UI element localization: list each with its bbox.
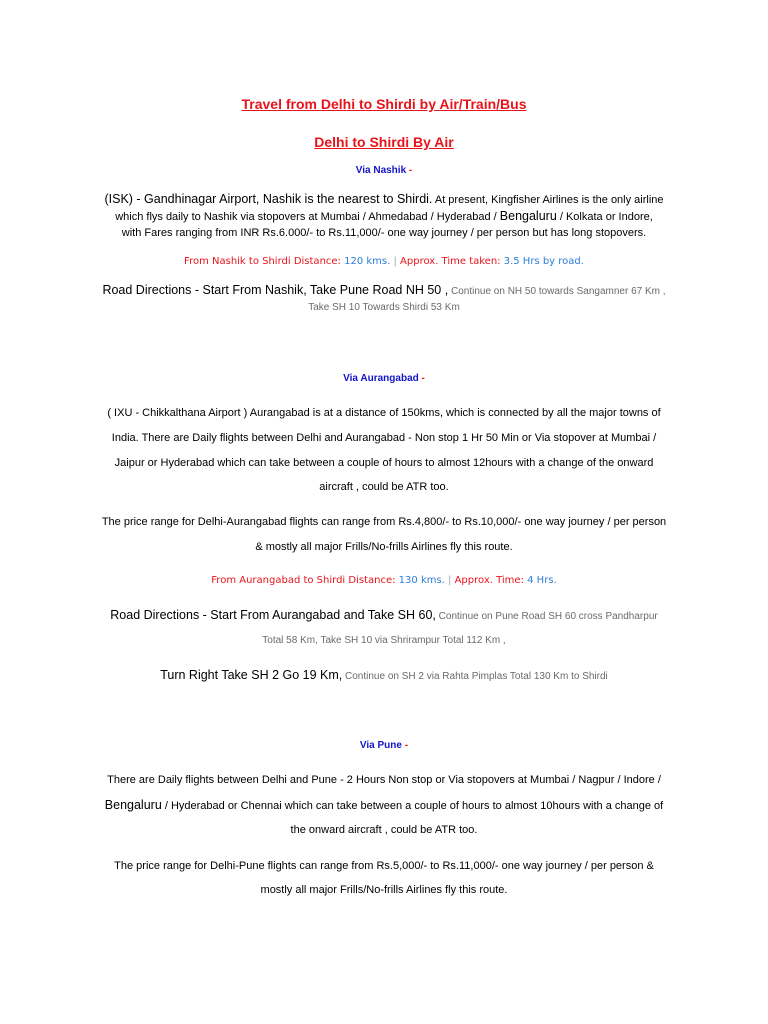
aurangabad-distance-separator: | xyxy=(444,575,455,586)
aurangabad-distance-value: 130 kms. xyxy=(398,575,445,586)
nashik-para-line-3: with Fares ranging from INR Rs.6.000/- to Rs.11,000/- one way journey / per person but has long stopovers. xyxy=(121,227,647,239)
heading-via-aurangabad-label: Via Aurangabad xyxy=(343,373,419,384)
pune-para-line-2 xyxy=(0,798,768,812)
nashik-distance-value: 120 kms. xyxy=(344,256,391,267)
aurangabad-price-line-2: & mostly all major Frills/No-frills Airlines fly this route. xyxy=(255,541,513,553)
heading-dash: - xyxy=(406,165,413,176)
nashik-time-value: 3.5 Hrs by road. xyxy=(503,256,584,267)
nashik-road-cont: Continue on NH 50 towards Sangamner 67 Km , xyxy=(448,286,666,297)
heading-dash: - xyxy=(418,373,425,384)
nashik-kolkata-text: / Kolkata or Indore, xyxy=(556,211,653,223)
aurangabad-distance-label: From Aurangabad to Shirdi Distance: xyxy=(211,575,399,586)
nashik-airport-text: (ISK) - Gandhinagar Airport, Nashik is the nearest to Shirdi. xyxy=(104,192,433,206)
heading-via-aurangabad xyxy=(0,373,768,384)
nashik-distance-line xyxy=(0,256,768,267)
aurangabad-para-line-4: aircraft , could be ATR too. xyxy=(319,481,449,493)
heading-via-pune-label: Via Pune xyxy=(359,740,402,751)
pune-para-line-3: the onward aircraft , could be ATR too. xyxy=(290,824,478,836)
heading-via-nashik-label: Via Nashik xyxy=(355,165,407,176)
aurangabad-road-line-2: Total 58 Km, Take SH 10 via Shrirampur Total 112 Km , xyxy=(262,635,506,646)
nashik-para-line-2 xyxy=(0,209,768,223)
aurangabad-para-line-3: Jaipur or Hyderabad which can take between a couple of hours to almost 12hours with a change of the onward xyxy=(114,457,654,469)
nashik-stopovers-text: which flys daily to Nashik via stopovers at Mumbai / Ahmedabad / Hyderabad / xyxy=(115,211,500,223)
nashik-para-line-1 xyxy=(0,192,768,206)
heading-via-pune xyxy=(0,740,768,751)
nashik-distance-separator: | xyxy=(390,256,401,267)
aurangabad-para-line-1: ( IXU - Chikkalthana Airport ) Aurangabad is at a distance of 150kms, which is connected by all the major towns of xyxy=(107,407,661,419)
aurangabad-price-line-1: The price range for Delhi-Aurangabad flights can range from Rs.4,800/- to Rs.10,000/- one way journey / per person xyxy=(101,516,667,528)
aurangabad-para-line-2: India. There are Daily flights between Delhi and Aurangabad - Non stop 1 Hr 50 Min or Via stopover at Mumbai / xyxy=(111,432,657,444)
nashik-distance-label: From Nashik to Shirdi Distance: xyxy=(184,256,345,267)
pune-price-line-1: The price range for Delhi-Pune flights can range from Rs.5,000/- to Rs.11,000/- one way journey / per person & xyxy=(114,860,654,872)
aurangabad-time-value: 4 Hrs. xyxy=(527,575,557,586)
aurangabad-turn-main: Turn Right Take SH 2 Go 19 Km, xyxy=(160,668,343,682)
pune-para-line-1: There are Daily flights between Delhi and Pune - 2 Hours Non stop or Via stopovers at Mumbai / Nagpur / Indore / xyxy=(107,774,661,786)
pune-price-line-2: mostly all major Frills/No-frills Airlines fly this route. xyxy=(260,884,508,896)
heading-dash: - xyxy=(401,740,409,751)
nashik-bengaluru-text: Bengaluru xyxy=(499,209,557,223)
aurangabad-road-main: Road Directions - Start From Aurangabad and Take SH 60, xyxy=(110,608,436,622)
aurangabad-road-cont: Continue on Pune Road SH 60 cross Pandharpur xyxy=(435,611,658,622)
aurangabad-turn-cont: Continue on SH 2 via Rahta Pimplas Total 130 Km to Shirdi xyxy=(342,671,608,682)
nashik-airline-text: At present, Kingfisher Airlines is the only airline xyxy=(432,194,664,206)
nashik-time-label: Approx. Time taken: xyxy=(400,256,504,267)
heading-via-nashik xyxy=(0,165,768,176)
aurangabad-road-line-1 xyxy=(0,608,768,622)
nashik-road-line-2: Take SH 10 Towards Shirdi 53 Km xyxy=(308,302,460,313)
pune-hyderabad-text: / Hyderabad or Chennai which can take between a couple of hours to almost 10hours with a change of xyxy=(161,800,664,812)
nashik-road-line-1 xyxy=(0,283,768,297)
pune-bengaluru-text: Bengaluru xyxy=(104,798,162,812)
section-title-air: Delhi to Shirdi By Air xyxy=(314,134,454,150)
aurangabad-road-line-3 xyxy=(0,668,768,682)
aurangabad-time-label: Approx. Time: xyxy=(454,575,528,586)
nashik-road-main: Road Directions - Start From Nashik, Take Pune Road NH 50 , xyxy=(102,283,449,297)
aurangabad-distance-line xyxy=(0,575,768,586)
page-title: Travel from Delhi to Shirdi by Air/Train/Bus xyxy=(241,96,527,112)
